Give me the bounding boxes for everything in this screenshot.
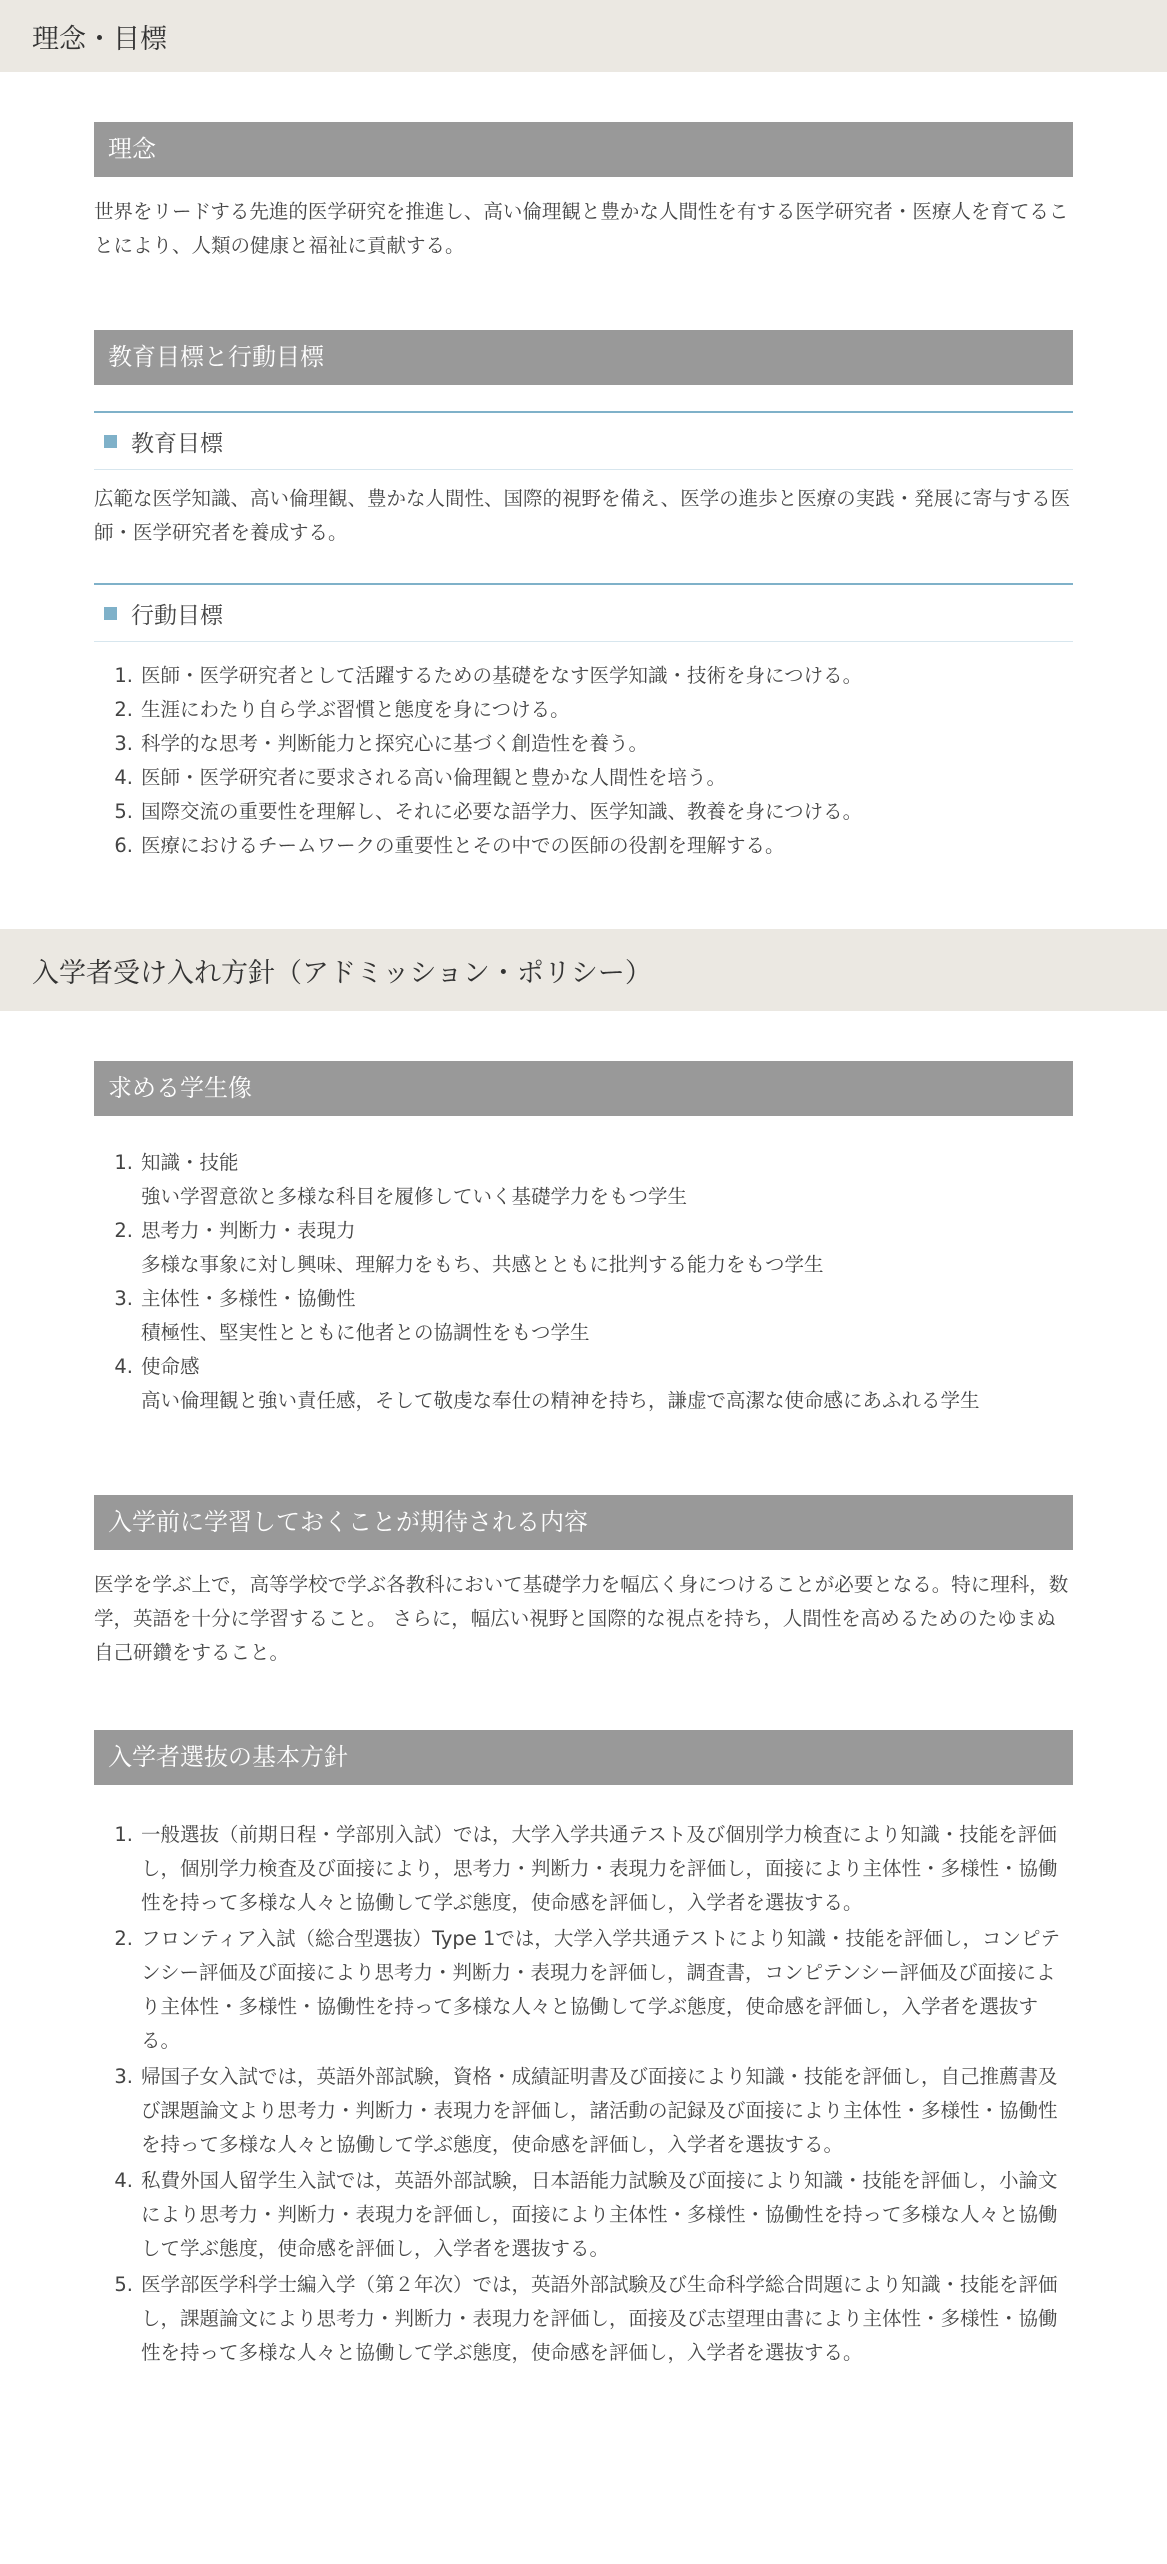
list-item: 3. 帰国子女入試では，英語外部試験，資格・成績証明書及び面接により知識・技能を評価し，自己推薦書及び課題論文より思考力・判断力・表現力を評価し，諸活動の記録及び面接により主体性・多様性・協働性を持って多様な人々と協働して学ぶ態度，使命感を評価し，入学者を選抜する。 [114,2065,1058,2156]
list-item: 1. 一般選抜（前期日程・学部別入試）では，大学入学共通テスト及び個別学力検査により知識・技能を評価し，個別学力検査及び面接により，思考力・判断力・表現力を評価し，面接により主体性・多様性・協働性を持って多様な人々と協働して学ぶ態度，使命感を評価し，入学者を選抜する。 [114,1823,1058,1914]
philosophy-text: 世界をリードする先進的医学研究を推進し、高い倫理観と豊かな人間性を有する医学研究者・医療人を育てることにより、人類の健康と福祉に貢献する。 [94,200,1069,257]
list-item: 5. 医学部医学科学士編入学（第２年次）では，英語外部試験及び生命科学総合問題により知識・技能を評価し，課題論文により思考力・判断力・表現力を評価し，面接及び志望理由書により主体性・多様性・協働性を持って多様な人々と協働して学ぶ態度，使命感を評価し，入学者を選抜する。 [114,2273,1058,2364]
education-goal-heading [94,411,1073,470]
goals-heading: 教育目標と行動目標 [94,330,1073,385]
list-item: 6. 医療におけるチームワークの重要性とその中での医師の役割を理解する。 [114,834,785,857]
list-item: 5. 国際交流の重要性を理解し、それに必要な語学力、医学知識、教養を身につける。 [114,800,863,823]
selection-policy-heading: 入学者選抜の基本方針 [94,1730,1073,1785]
list-item: 2. フロンティア入試（総合型選抜）Type 1では，大学入学共通テストにより知識・技能を評価し，コンピテンシー評価及び面接により思考力・判断力・表現力を評価し，調査書，コンピテンシー評価及び面接により主体性・多様性・協働性を持って多様な人々と協働して学ぶ態度，使命感を評価し，入学者を選抜する。 [114,1927,1061,2052]
action-goal-list [94,659,1073,863]
list-item: 3. 主体性・多様性・協働性 積極性、堅実性とともに他者との協調性をもつ学生 [114,1287,590,1344]
section-title-admission-policy [0,929,1167,1011]
list-item: 4. 医師・医学研究者に要求される高い倫理観と豊かな人間性を培う。 [114,766,727,789]
list-item: 4. 私費外国人留学生入試では，英語外部試験，日本語能力試験及び面接により知識・技能を評価し，小論文により思考力・判断力・表現力を評価し，面接により主体性・多様性・協働性を持って多様な人々と協働して学ぶ態度，使命感を評価し，入学者を選抜する。 [114,2169,1058,2260]
list-item: 3. 科学的な思考・判断能力と探究心に基づく創造性を養う。 [114,732,649,755]
student-profile-list [94,1146,1073,1418]
section-title-text: 理念・目標 [32,23,167,55]
selection-policy-list [94,1818,1073,2370]
action-goal-heading [94,583,1073,642]
list-item: 1. 知識・技能 強い学習意欲と多様な科目を履修していく基礎学力をもつ学生 [114,1151,688,1208]
action-goal-heading-text: 行動目標 [131,602,223,629]
square-bullet-icon [104,607,117,620]
section-title-text: 入学者受け入れ方針（アドミッション・ポリシー） [32,957,652,989]
education-goal-heading-text: 教育目標 [131,430,223,457]
student-profile-heading: 求める学生像 [94,1061,1073,1116]
list-item: 1. 医師・医学研究者として活躍するための基礎をなす医学知識・技術を身につける。 [114,664,863,687]
list-item: 2. 生涯にわたり自ら学ぶ習慣と態度を身につける。 [114,698,570,721]
section-title-philosophy [0,0,1167,72]
prior-learning-heading: 入学前に学習しておくことが期待される内容 [94,1495,1073,1550]
prior-learning-text: 医学を学ぶ上で，高等学校で学ぶ各教科において基礎学力を幅広く身につけることが必要となる。特に理科，数学，英語を十分に学習すること。 さらに，幅広い視野と国際的な視点を持ち，人間性を高めるためのたゆまぬ自己研鑽をすること。 [94,1573,1069,1664]
education-goal-text: 広範な医学知識、高い倫理観、豊かな人間性、国際的視野を備え、医学の進歩と医療の実践・発展に寄与する医師・医学研究者を養成する。 [94,487,1071,544]
philosophy-heading: 理念 [94,122,1073,177]
list-item: 4. 使命感 高い倫理観と強い責任感，そして敬虔な奉仕の精神を持ち，謙虚で高潔な使命感にあふれる学生 [114,1355,980,1412]
square-bullet-icon [104,435,117,448]
list-item: 2. 思考力・判断力・表現力 多様な事象に対し興味、理解力をもち、共感とともに批判する能力をもつ学生 [114,1219,824,1276]
